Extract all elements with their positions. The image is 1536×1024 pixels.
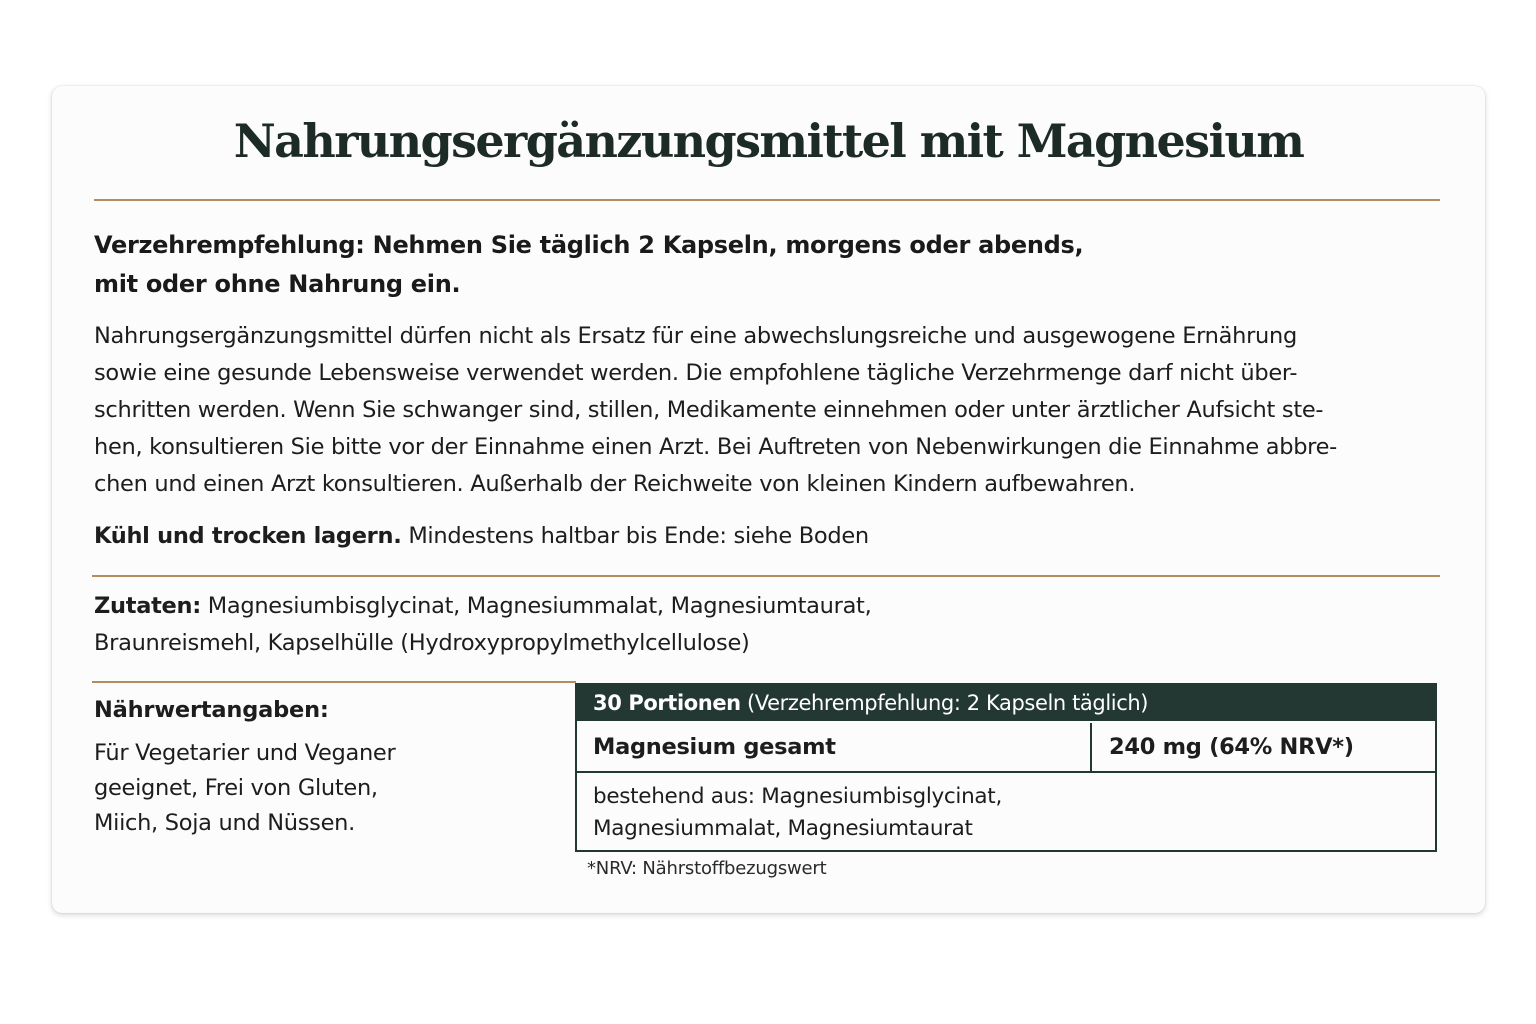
ingredients-line1: Magnesiumbisglycinat, Magnesiummalat, Magnesiumtaurat,: [207, 593, 872, 619]
storage-info: [94, 518, 869, 555]
warning-line: hen, konsultieren Sie bitte vor der Einnahme einen Arzt. Bei Auftreten von Nebenwirkungen die Einnahme abbre-: [94, 434, 1337, 460]
best-before-text: Mindestens haltbar bis Ende: siehe Boden: [408, 523, 869, 549]
warning-line: schritten werden. Wenn Sie schwanger sind, stillen, Medikamente einnehmen oder unter ärztlicher Aufsicht ste-: [94, 397, 1324, 423]
dosage-label: Verzehrempfehlung:: [94, 231, 365, 259]
nrv-footnote: *NRV: Nährstoffbezugswert: [587, 858, 827, 879]
warning-line: sowie eine gesunde Lebensweise verwendet werden. Die empfohlene tägliche Verzehrmenge darf nicht über-: [94, 360, 1298, 386]
servings-note: (Verzehrempfehlung: 2 Kapseln täglich): [747, 691, 1149, 715]
dosage-line2: mit oder ohne Nahrung ein.: [94, 270, 461, 298]
table-row: [577, 723, 1435, 773]
divider-middle: [92, 575, 1440, 577]
nutrient-composition: [593, 781, 1002, 845]
warning-text: [94, 318, 1337, 503]
ingredients-line2: Braunreismehl, Kapselhülle (Hydroxypropylmethylcellulose): [94, 630, 750, 656]
divider-top: [94, 199, 1440, 201]
product-title: Nahrungsergänzungsmittel mit Magnesium: [233, 114, 1304, 168]
dietary-info: [94, 736, 395, 841]
warning-line: Nahrungsergänzungsmittel dürfen nicht als Ersatz für eine abwechslungsreiche und ausgewogene Ernährung: [94, 323, 1297, 349]
column-divider: [1090, 723, 1092, 771]
ingredients: [94, 588, 871, 662]
dietary-line: geeignet, Frei von Gluten,: [94, 775, 378, 801]
ingredients-label: Zutaten:: [94, 593, 201, 619]
nutrient-amount: 240 mg (64% NRV*): [1109, 734, 1354, 760]
dietary-line: Miich, Soja und Nüssen.: [94, 810, 355, 836]
dietary-line: Für Vegetarier und Veganer: [94, 740, 396, 766]
composition-line1: bestehend aus: Magnesiumbisglycinat,: [593, 784, 1002, 809]
composition-line2: Magnesiummalat, Magnesiumtaurat: [593, 816, 973, 841]
warning-line: chen und einen Arzt konsultieren. Außerhalb der Reichweite von kleinen Kindern aufbewahren.: [94, 471, 1136, 497]
dosage-recommendation: [94, 226, 1083, 304]
nutrient-name: Magnesium gesamt: [593, 734, 836, 760]
label-card: [52, 86, 1485, 913]
table-header: [577, 685, 1435, 721]
storage-instruction: Kühl und trocken lagern.: [94, 523, 402, 549]
servings-count: 30 Portionen: [593, 691, 741, 715]
nutrition-heading: Nährwertangaben:: [94, 697, 329, 723]
dosage-line1: Nehmen Sie täglich 2 Kapseln, morgens oder abends,: [372, 231, 1084, 259]
nutrition-table: [575, 683, 1437, 852]
divider-lower: [92, 681, 576, 683]
